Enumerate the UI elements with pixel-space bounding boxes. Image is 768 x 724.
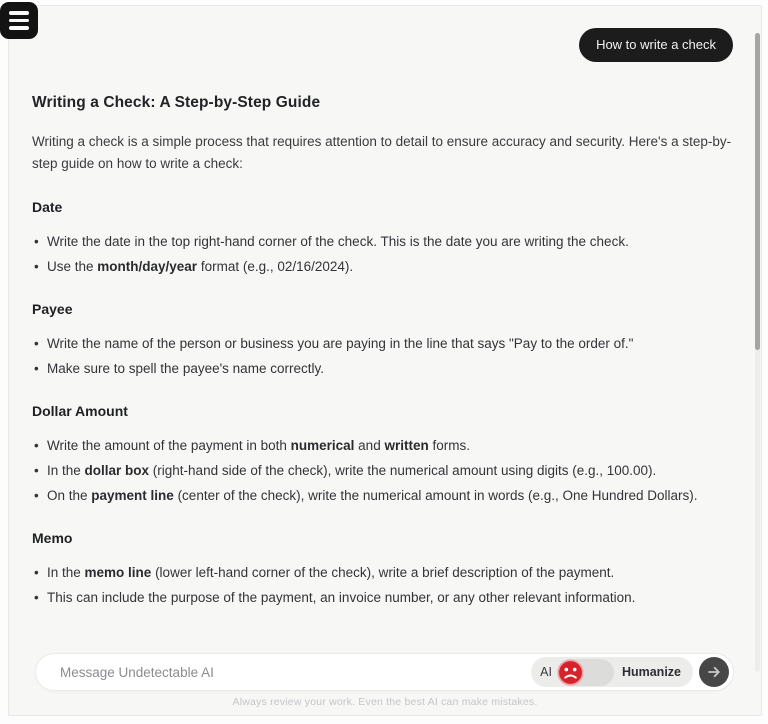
send-button[interactable] <box>699 657 729 687</box>
article-intro: Writing a check is a simple process that requires attention to detail to ensure accuracy and security. Here's a step-by-step guide on how to write a check: <box>32 134 732 171</box>
message-composer <box>35 653 734 691</box>
bullet-item: • Make sure to spell the payee's name correctly. <box>32 359 733 379</box>
section-bullets-0 <box>32 232 733 277</box>
user-message-row <box>32 28 733 62</box>
section-heading-3: Memo <box>32 530 73 546</box>
section-bullets-2 <box>32 436 733 506</box>
bullet-item: • In the memo line (lower left-hand corner of the check), write a brief description of the payment. <box>32 563 733 583</box>
bullet-item: • Write the amount of the payment in both numerical and written forms. <box>32 436 733 456</box>
bullet-item: • Write the date in the top right-hand corner of the check. This is the date you are writing the check. <box>32 232 733 252</box>
message-input[interactable] <box>36 665 531 680</box>
toggle-switch[interactable] <box>557 659 614 686</box>
toggle-label-ai[interactable]: AI <box>540 665 552 679</box>
menu-button[interactable] <box>0 2 38 39</box>
user-message-bubble: How to write a check <box>579 28 733 62</box>
bullet-item: • Use the month/day/year format (e.g., 02/16/2024). <box>32 257 733 277</box>
bullet-item: • In the dollar box (right-hand side of the check), write the numerical amount using digits (e.g., 100.00). <box>32 461 733 481</box>
bullet-item: • This can include the purpose of the payment, an invoice number, or any other relevant information. <box>32 588 733 608</box>
article-title: Writing a Check: A Step-by-Step Guide <box>32 94 321 111</box>
section-bullets-3 <box>32 563 733 608</box>
toggle-label-humanize[interactable]: Humanize <box>621 665 681 679</box>
ai-humanize-toggle[interactable] <box>531 657 693 687</box>
bullet-item: • Write the name of the person or business you are paying in the line that says "Pay to the order of." <box>32 334 733 354</box>
section-heading-1: Payee <box>32 301 73 317</box>
chat-panel <box>8 5 762 716</box>
bullet-item: • On the payment line (center of the check), write the numerical amount in words (e.g., One Hundred Dollars). <box>32 486 733 506</box>
disclaimer-text: Always review your work. Even the best AI can make mistakes. <box>232 696 538 708</box>
section-heading-0: Date <box>32 199 63 215</box>
section-heading-2: Dollar Amount <box>32 403 128 419</box>
section-bullets-1 <box>32 334 733 379</box>
scrollbar-thumb[interactable] <box>755 33 760 350</box>
chat-scroll-area[interactable] <box>9 6 761 645</box>
sad-face-icon[interactable] <box>557 659 584 686</box>
arrow-right-icon <box>706 664 722 680</box>
article-sections <box>32 199 733 608</box>
scrollbar-track[interactable] <box>755 33 760 672</box>
